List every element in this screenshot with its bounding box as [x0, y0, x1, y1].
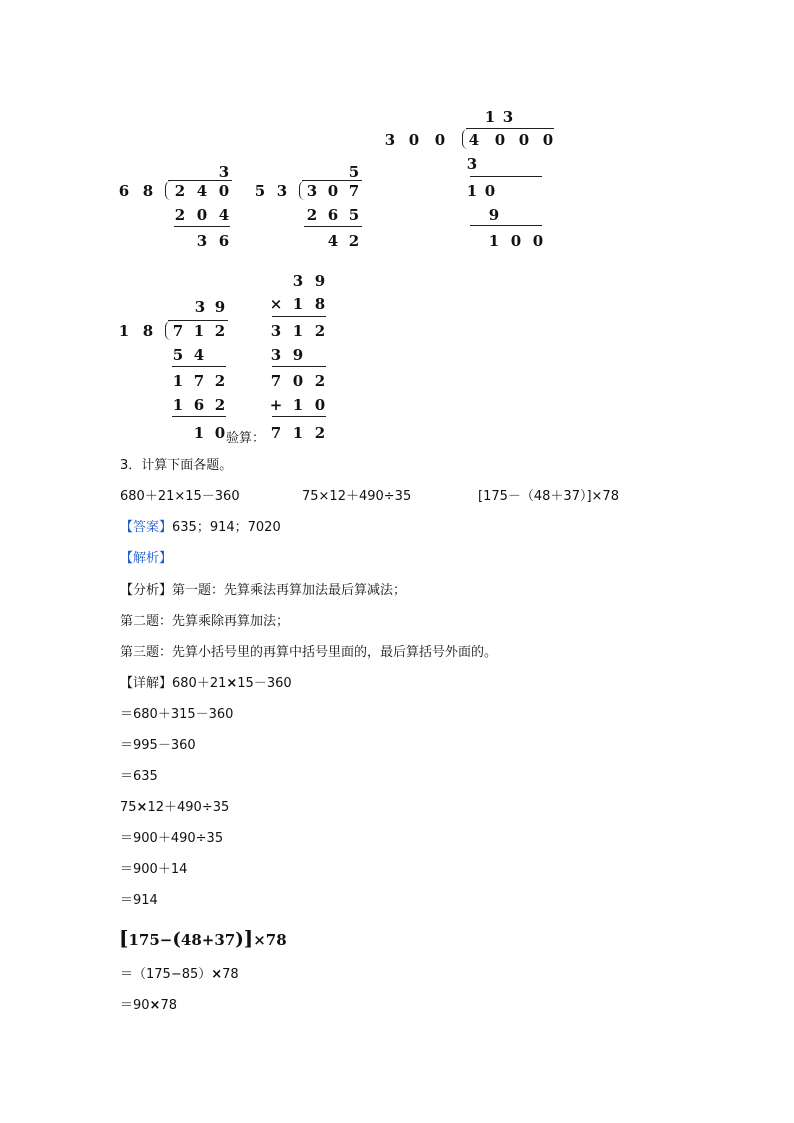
detail-expr-2	[120, 799, 229, 817]
times-sign: ×	[211, 967, 223, 982]
expr-part: ＝900＋490	[120, 831, 196, 846]
detail-step: ＝635	[120, 769, 158, 784]
result-digit: 1	[292, 424, 304, 442]
step-digit: 1	[466, 182, 478, 200]
detail-step	[120, 966, 239, 984]
step-digit: 0	[484, 182, 496, 200]
step-digit: 5	[172, 346, 184, 364]
quotient-digit: 3	[218, 163, 230, 181]
divide-sign: ÷	[201, 800, 213, 815]
mult-digit: 3	[292, 272, 304, 290]
expr-part: 35	[212, 800, 230, 815]
detail-expr-3	[119, 926, 287, 950]
product-line	[272, 316, 326, 317]
partial-digit: 3	[270, 346, 282, 364]
times-sign: ×	[226, 676, 238, 691]
expr-part: 35	[206, 831, 224, 846]
divisor-digit: 8	[142, 322, 154, 340]
detail-expr-1	[120, 675, 292, 693]
dividend-digit: 0	[218, 182, 230, 200]
answer-text: 635；914；7020	[172, 520, 281, 535]
subtraction-line	[304, 226, 362, 227]
partial-digit: 9	[292, 346, 304, 364]
question-expr-2: 75×12＋490÷35	[302, 489, 412, 504]
detail-step	[120, 997, 177, 1015]
partial-digit: 2	[314, 322, 326, 340]
detail-step	[120, 830, 223, 848]
remainder-digit: 2	[348, 232, 360, 250]
analysis-line-1	[120, 582, 406, 600]
remainder-digit: 1	[193, 424, 205, 442]
times-sign: ×	[136, 800, 148, 815]
detail-step: ＝900＋14	[120, 862, 188, 877]
dividend-digit: 0	[327, 182, 339, 200]
dividend-digit: 4	[468, 131, 480, 149]
product-digit: 2	[174, 206, 186, 224]
division-bracket	[165, 181, 172, 200]
expr-part: 78	[222, 967, 239, 982]
dividend-digit: 0	[542, 131, 554, 149]
question-expr-1: 680＋21×15－360	[120, 489, 240, 504]
subtraction-line	[172, 416, 226, 417]
remainder-digit: 3	[196, 232, 208, 250]
step-digit: 7	[193, 372, 205, 390]
plus-sign: +	[269, 396, 283, 414]
product-digit: 6	[327, 206, 339, 224]
division-bar	[466, 128, 554, 129]
quotient-digit: 9	[214, 298, 226, 316]
step-digit: 9	[488, 206, 500, 224]
dividend-digit: 2	[174, 182, 186, 200]
paren: (	[172, 929, 181, 950]
detail-tag: 【详解】	[120, 676, 173, 691]
subtraction-line	[470, 225, 542, 226]
divide-sign: ÷	[195, 831, 207, 846]
step-digit: 2	[214, 396, 226, 414]
product-digit: 2	[306, 206, 318, 224]
divisor-digit: 3	[384, 131, 396, 149]
partial-digit: 1	[292, 322, 304, 340]
product-digit: 0	[196, 206, 208, 224]
partial-digit: 3	[270, 322, 282, 340]
dividend-digit: 0	[518, 131, 530, 149]
quotient-digit: 3	[194, 298, 206, 316]
question-heading	[120, 457, 232, 475]
dividend-digit: 3	[306, 182, 318, 200]
bracket: [	[119, 926, 129, 950]
sum-digit: 0	[292, 372, 304, 390]
remainder-digit: 0	[214, 424, 226, 442]
bracket: ]	[243, 926, 254, 950]
dividend-digit: 2	[214, 322, 226, 340]
step-digit: 1	[172, 396, 184, 414]
product-digit: 5	[348, 206, 360, 224]
step-digit: 1	[172, 372, 184, 390]
detail-step: ＝914	[120, 893, 158, 908]
quotient-digit: 3	[502, 108, 514, 126]
quotient-digit: 1	[484, 108, 496, 126]
expr-part: 175−	[128, 931, 173, 949]
division-bar	[168, 320, 228, 321]
dividend-digit: 7	[348, 182, 360, 200]
times-sign: ×	[253, 931, 266, 949]
detail-step: ＝680＋315－360	[120, 707, 234, 722]
dividend-digit: 7	[172, 322, 184, 340]
answer-tag: 【答案】	[120, 520, 173, 535]
detail-step: ＝995－360	[120, 738, 196, 753]
add-digit: 0	[314, 396, 326, 414]
times-sign: ×	[269, 295, 283, 313]
question-title: 计算下面各题。	[141, 458, 233, 473]
remainder-digit: 4	[327, 232, 339, 250]
dividend-digit: 0	[494, 131, 506, 149]
divisor-digit: 5	[254, 182, 266, 200]
step-digit: 6	[193, 396, 205, 414]
sum-digit: 7	[270, 372, 282, 390]
step-digit: 4	[193, 346, 205, 364]
analysis-line-2: 第二题：先算乘除再算加法；	[120, 614, 290, 629]
step-digit: 3	[466, 155, 478, 173]
add-digit: 1	[292, 396, 304, 414]
expr-part: 78	[160, 998, 177, 1013]
divisor-digit: 3	[276, 182, 288, 200]
times-sign: ×	[149, 998, 161, 1013]
fenxi-tag: 【分析】	[120, 583, 173, 598]
product-digit: 4	[218, 206, 230, 224]
sum-line	[272, 366, 326, 367]
step-digit: 0	[510, 232, 522, 250]
result-line	[272, 416, 326, 417]
verify-label: 验算：	[226, 431, 266, 446]
subtraction-line	[172, 366, 226, 367]
answer-line	[120, 519, 281, 537]
expr-part: ＝90	[120, 998, 150, 1013]
fenxi-text: 第一题：先算乘法再算加法最后算减法；	[172, 583, 407, 598]
divisor-digit: 1	[118, 322, 130, 340]
divisor-digit: 6	[118, 182, 130, 200]
expr-part: 48+37	[180, 931, 236, 949]
expr-part: 12＋490	[147, 800, 202, 815]
paren: )	[235, 929, 244, 950]
result-digit: 7	[270, 424, 282, 442]
result-digit: 2	[314, 424, 326, 442]
divisor-digit: 0	[408, 131, 420, 149]
divisor-digit: 0	[434, 131, 446, 149]
dividend-digit: 1	[193, 322, 205, 340]
analysis-tag: 【解析】	[120, 551, 173, 566]
mult-digit: 1	[292, 295, 304, 313]
question-expr-3: [175－（48＋37）]×78	[478, 489, 619, 504]
step-digit: 0	[532, 232, 544, 250]
step-digit: 2	[214, 372, 226, 390]
sum-digit: 2	[314, 372, 326, 390]
expr-part: 78	[265, 931, 287, 949]
subtraction-line	[470, 176, 542, 177]
expr-part: ＝（175−85）	[120, 967, 212, 982]
mult-digit: 9	[314, 272, 326, 290]
step-digit: 1	[488, 232, 500, 250]
dividend-digit: 4	[196, 182, 208, 200]
divisor-digit: 8	[142, 182, 154, 200]
quotient-digit: 5	[348, 163, 360, 181]
subtraction-line	[174, 226, 230, 227]
mult-digit: 8	[314, 295, 326, 313]
expr-part: 75	[120, 800, 137, 815]
expr-part: 15－360	[237, 676, 292, 691]
question-number: 3．	[120, 458, 142, 473]
remainder-digit: 6	[218, 232, 230, 250]
expr-part: 680＋21	[172, 676, 227, 691]
analysis-line-3: 第三题：先算小括号里的再算中括号里面的，最后算括号外面的。	[120, 645, 498, 660]
